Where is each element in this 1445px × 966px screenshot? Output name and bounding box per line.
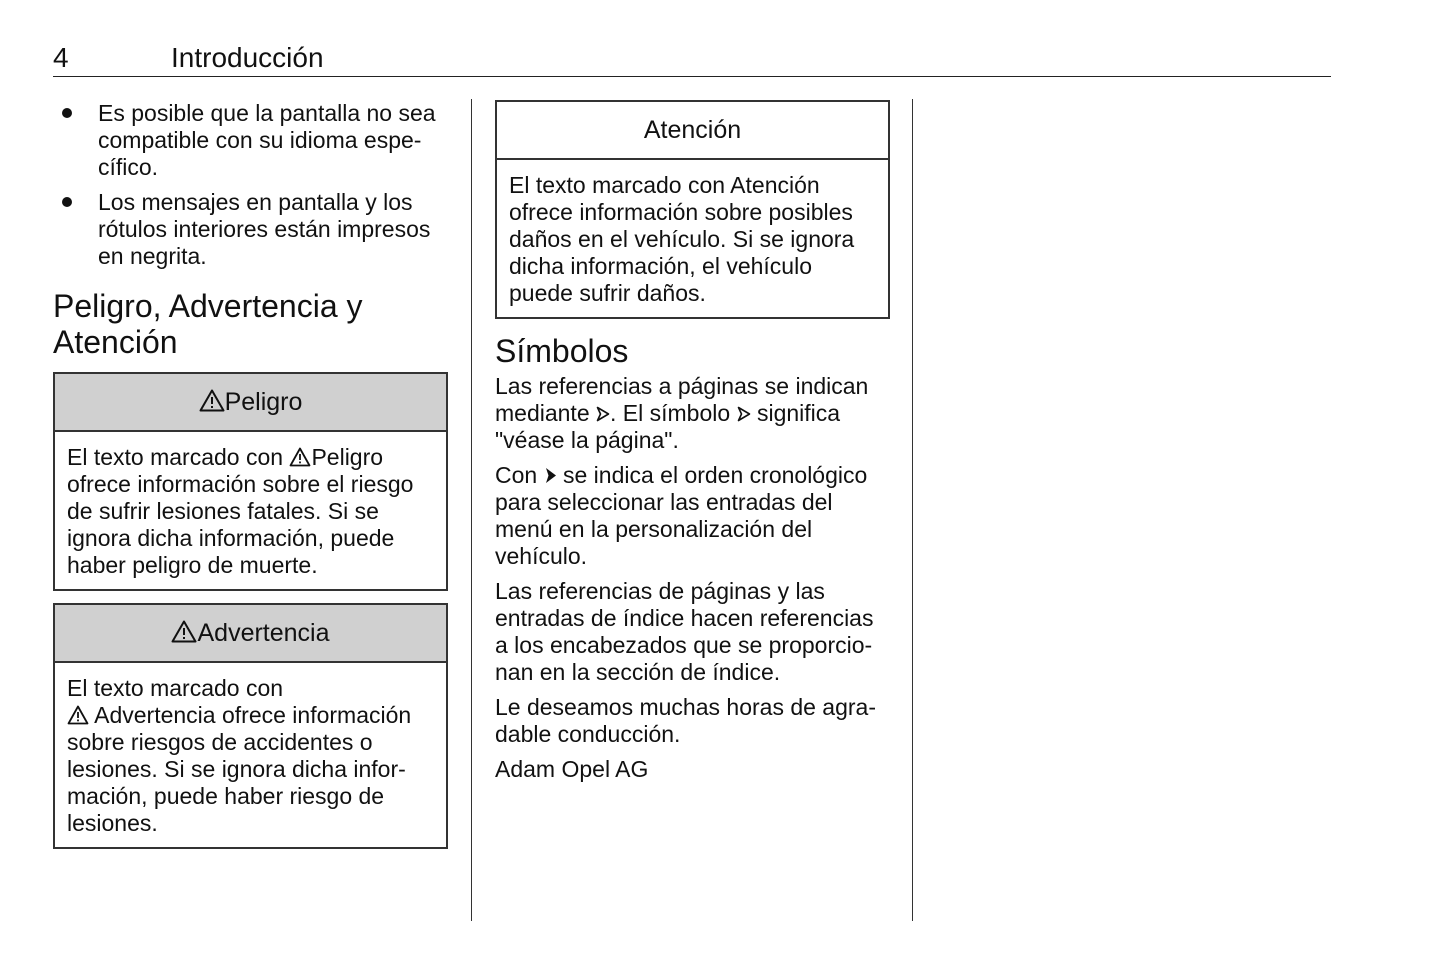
- signature: Adam Opel AG: [495, 756, 649, 782]
- warning-text-prefix: El texto marcado con: [67, 675, 284, 701]
- page-reference-arrow-icon: [737, 406, 751, 422]
- section-heading-warnings: [53, 288, 448, 360]
- danger-text-rest: ofrece información sobre el riesgo de sufrir lesiones fatales. Si se ignora dicha información, puede haber peligro de muerte.: [67, 471, 414, 578]
- bullet-text: Los mensajes en pantalla y los rótulos interiores están impresos en negrita.: [98, 189, 431, 269]
- danger-box: [53, 372, 448, 591]
- warning-box-header: [55, 605, 446, 663]
- warning-triangle-icon: [289, 447, 311, 467]
- danger-box-title: Peligro: [224, 388, 303, 416]
- paragraph-text: . El símbolo: [610, 400, 737, 426]
- warning-triangle-icon: [67, 705, 89, 725]
- heading-line: Atención: [53, 324, 178, 360]
- warning-text-rest: ofrece información sobre riesgos de accidentes o lesiones. Si se ignora dicha infor-mación, puede haber riesgo de lesiones.: [67, 702, 412, 836]
- paragraph-text: Con: [495, 462, 544, 488]
- bullet-icon: [62, 197, 72, 207]
- column-divider: [471, 99, 472, 921]
- symbols-paragraph: [495, 373, 890, 454]
- caution-box-title: Atención: [643, 116, 742, 144]
- danger-text-prefix: El texto marcado con: [67, 444, 290, 470]
- list-item: [53, 189, 448, 270]
- warning-triangle-icon: [199, 389, 225, 412]
- list-item: [53, 100, 448, 181]
- page-number: 4: [53, 42, 69, 73]
- left-column: [53, 100, 448, 849]
- warning-box-title: Advertencia: [197, 619, 330, 647]
- paragraph-text: significa "véase la página".: [495, 400, 841, 453]
- danger-box-header: [55, 374, 446, 432]
- symbols-paragraph: [495, 462, 890, 570]
- page-header: [53, 40, 1331, 77]
- bullet-list: [53, 100, 448, 270]
- warning-box-body: [55, 663, 446, 847]
- bullet-text: Es posible que la pantalla no sea compatible con su idioma espe-cífico.: [98, 100, 436, 180]
- caution-box-body: [497, 160, 888, 317]
- symbols-paragraph: Las referencias de páginas y las entradas de índice hacen referencias a los encabezados que se proporcio-nan en la sección de índice.: [495, 578, 874, 685]
- paragraph-text: se indica el orden cronológico para seleccionar las entradas del menú en la personalización del vehículo.: [495, 462, 868, 569]
- caution-box-header: [497, 102, 888, 160]
- warning-text-keyword: Advertencia: [94, 702, 216, 728]
- heading-line: Peligro, Advertencia y: [53, 288, 363, 324]
- symbols-heading: Símbolos: [495, 333, 629, 369]
- warning-box: [53, 603, 448, 849]
- paragraph-text: Las referencias a páginas se indican mediante: [495, 373, 869, 426]
- bullet-icon: [62, 108, 72, 118]
- sequence-arrow-icon: [544, 467, 557, 484]
- chapter-title: Introducción: [171, 42, 324, 73]
- danger-text-keyword: Peligro: [311, 444, 384, 470]
- danger-box-body: [55, 432, 446, 589]
- warning-triangle-icon: [171, 620, 197, 643]
- symbols-paragraph: Le deseamos muchas horas de agra-dable conducción.: [495, 694, 876, 747]
- caution-box: [495, 100, 890, 319]
- page-reference-arrow-icon: [596, 406, 610, 422]
- caution-text: El texto marcado con Atención ofrece información sobre posibles daños en el vehículo. Si se ignora dicha información, el vehículo puede sufrir daños.: [509, 172, 855, 306]
- middle-column: [495, 100, 890, 791]
- column-divider: [912, 99, 913, 921]
